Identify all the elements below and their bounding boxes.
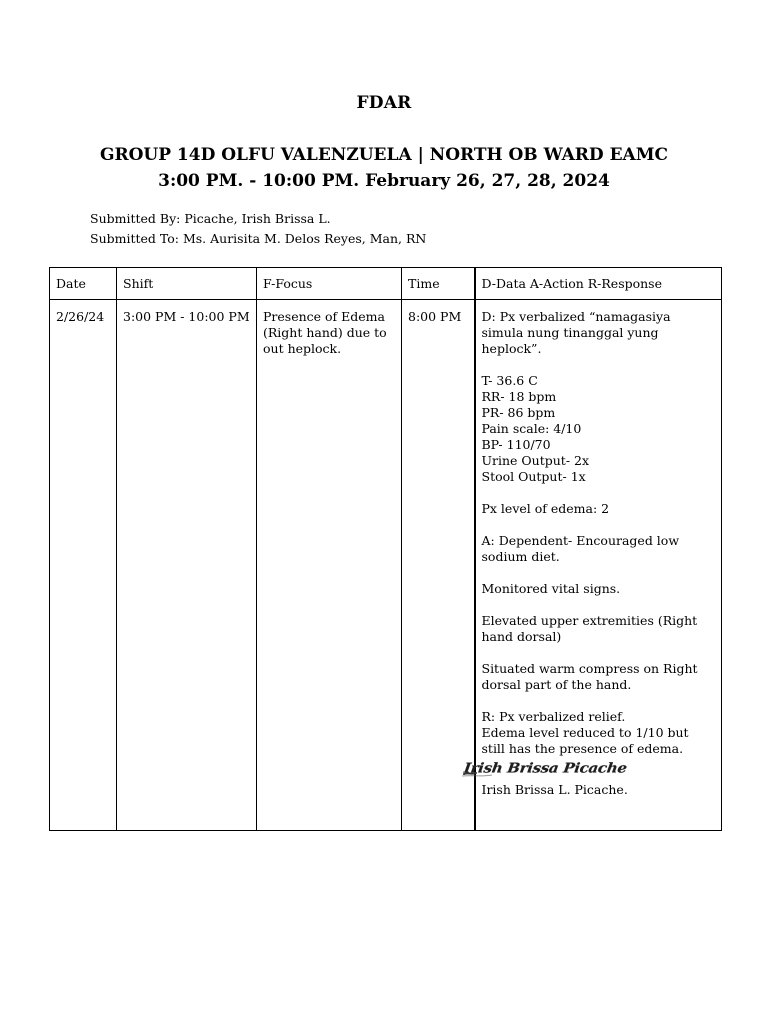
document-title: FDAR <box>356 93 412 113</box>
data-statement: D: Px verbalized “namagasiya simula nung tinanggal yung heplock”. <box>481 309 671 356</box>
vital-blood-pressure: BP- 110/70 <box>481 437 551 452</box>
header-dar: D-Data A-Action R-Response <box>475 268 722 300</box>
signature-script: Irish Brissa Picache <box>462 759 628 777</box>
vital-respiratory-rate: RR- 18 bpm <box>481 389 557 404</box>
table-header-row <box>50 268 722 300</box>
response-relief: R: Px verbalized relief. <box>481 709 626 724</box>
schedule-header: 3:00 PM. - 10:00 PM. February 26, 27, 28, 2024 <box>158 171 610 191</box>
table-row <box>50 300 722 831</box>
cell-focus: Presence of Edema (Right hand) due to out heplock. <box>257 300 402 831</box>
vital-stool-output: Stool Output- 1x <box>481 469 586 484</box>
cell-time: 8:00 PM <box>402 300 475 831</box>
cell-date: 2/26/24 <box>50 300 117 831</box>
vital-temperature: T- 36.6 C <box>481 373 538 388</box>
edema-level: Px level of edema: 2 <box>481 501 610 516</box>
action-diet: A: Dependent- Encouraged low sodium diet. <box>481 533 680 564</box>
cell-shift: 3:00 PM - 10:00 PM <box>117 300 257 831</box>
header-focus: F-Focus <box>257 268 402 300</box>
header-date: Date <box>50 268 117 300</box>
handwritten-signature <box>464 760 698 782</box>
action-monitor: Monitored vital signs. <box>481 581 621 596</box>
fdar-table <box>49 267 722 831</box>
response-edema: Edema level reduced to 1/10 but still has the presence of edema. <box>481 725 689 756</box>
group-header: GROUP 14D OLFU VALENZUELA | NORTH OB WARD EAMC <box>99 145 669 165</box>
vital-pulse-rate: PR- 86 bpm <box>481 405 556 420</box>
submitted-by: Submitted By: Picache, Irish Brissa L. <box>90 211 331 226</box>
header-shift: Shift <box>117 268 257 300</box>
signer-name: Irish Brissa L. Picache. <box>481 782 628 797</box>
cell-dar <box>462 300 722 831</box>
vital-urine-output: Urine Output- 2x <box>481 453 590 468</box>
vital-pain-scale: Pain scale: 4/10 <box>481 421 582 436</box>
submitted-to: Submitted To: Ms. Aurisita M. Delos Reyes, Man, RN <box>90 231 427 246</box>
action-elevate: Elevated upper extremities (Right hand dorsal) <box>481 613 698 644</box>
action-compress: Situated warm compress on Right dorsal part of the hand. <box>481 661 698 692</box>
header-time: Time <box>402 268 475 300</box>
